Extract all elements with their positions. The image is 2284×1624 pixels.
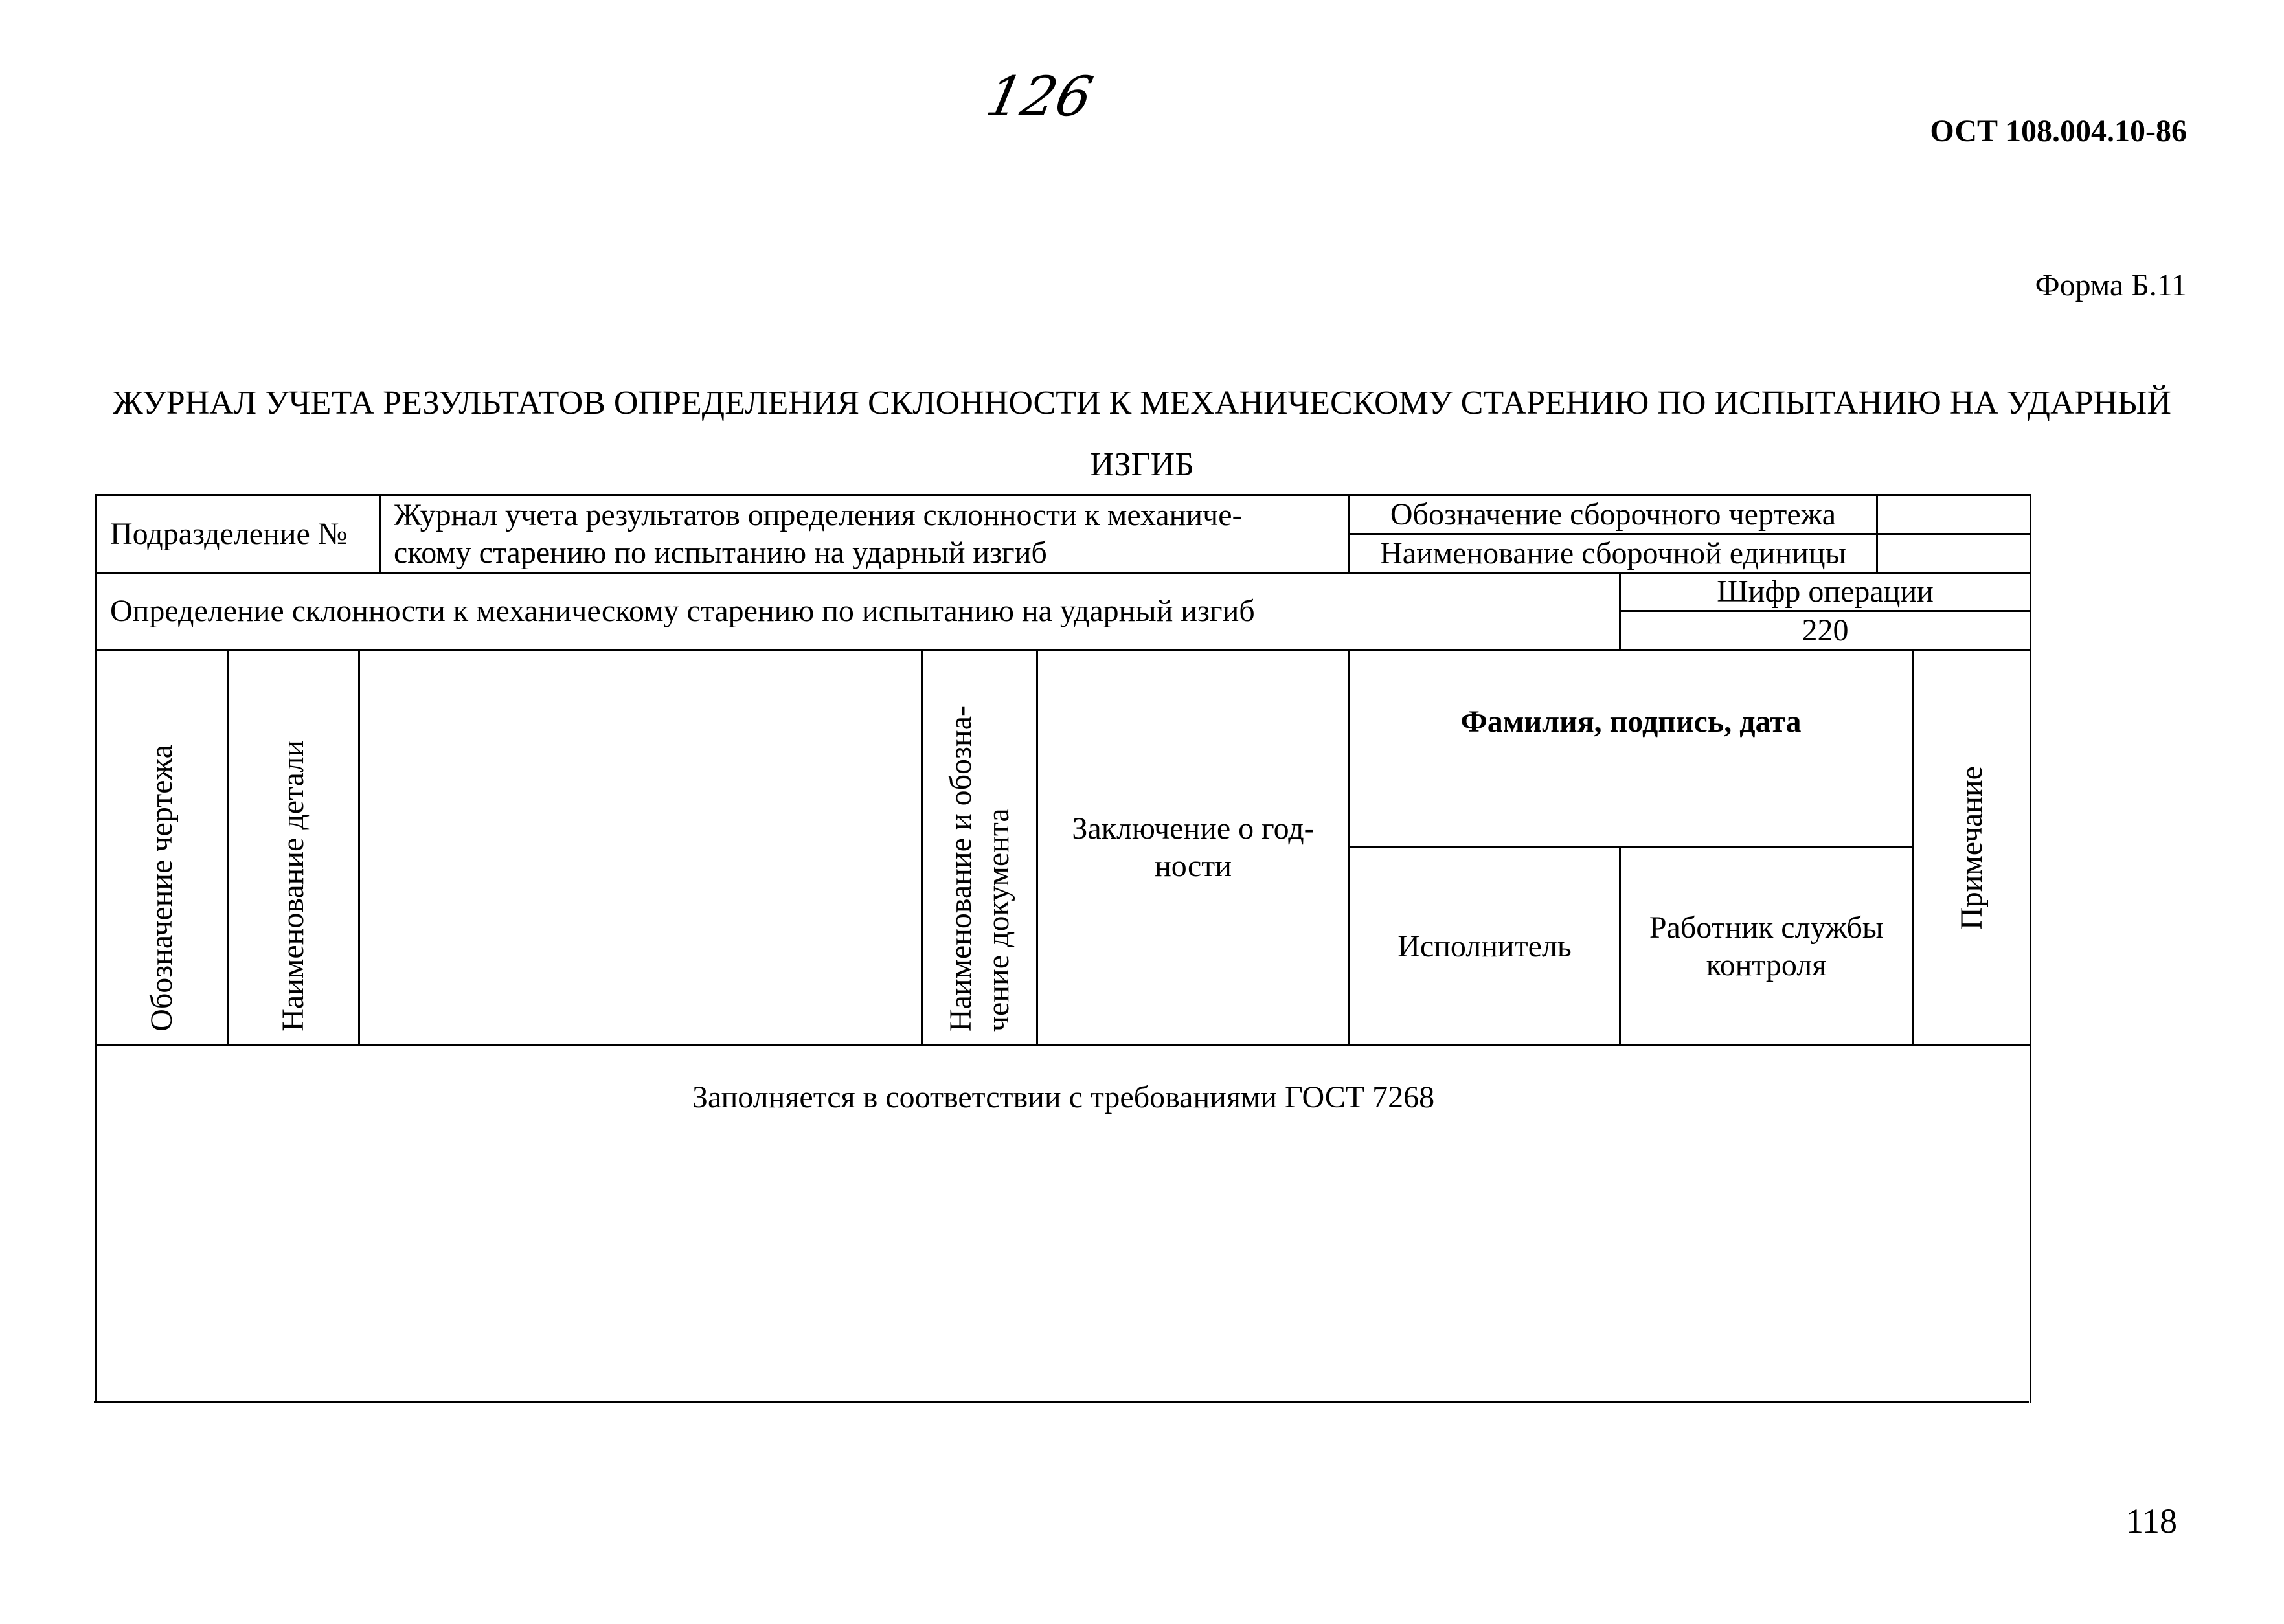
page-number: 118 — [2126, 1502, 2177, 1540]
column-note — [1914, 651, 2030, 1044]
column-executor: Исполнитель — [1397, 929, 1572, 964]
column-inspector: Работник службы контроля — [1649, 910, 1884, 982]
column-document-label — [942, 706, 1017, 1032]
operation-description: Определение склонности к механическому старению по испытанию на ударный изгиб — [110, 594, 1255, 628]
journal-description — [381, 496, 1348, 572]
operation-code-label: Шифр операции — [1717, 574, 1934, 609]
journal-description-line-1: Журнал учета результатов определения склонности к механиче- — [394, 497, 1243, 532]
operation-code-value: 220 — [1802, 613, 1849, 648]
form-label: Форма Б.11 — [2035, 268, 2187, 302]
column-conclusion: Заключение о год-ности — [1072, 811, 1315, 883]
column-document — [923, 651, 1036, 1044]
column-document-line-2: чение документа — [980, 808, 1015, 1032]
column-signature-group: Фамилия, подпись, дата — [1460, 705, 1802, 739]
column-part-name-label: Наименование детали — [276, 740, 310, 1032]
column-blank — [360, 651, 921, 1044]
body-instruction: Заполняется в соответствии с требованиями ГОСТ 7268 — [692, 1080, 1435, 1114]
column-document-line-1: Наименование и обозна- — [943, 705, 978, 1032]
document-code: ОСТ 108.004.10-86 — [1930, 114, 2187, 148]
column-note-label: Примечание — [1954, 765, 1989, 930]
assembly-unit-value[interactable] — [1878, 535, 2030, 572]
assembly-drawing-label: Обозначение сборочного чертежа — [1390, 497, 1837, 532]
column-part-name — [229, 651, 358, 1044]
journal-description-line-2: скому старению по испытанию на ударный изгиб — [394, 535, 1047, 570]
assembly-drawing-value[interactable] — [1878, 496, 2030, 533]
column-drawing-designation — [97, 651, 227, 1044]
page-title: ЖУРНАЛ УЧЕТА РЕЗУЛЬТАТОВ ОПРЕДЕЛЕНИЯ СКЛОННОСТИ К МЕХАНИЧЕСКОМУ СТАРЕНИЮ ПО ИСПЫТАНИЮ НА УДАРНЫЙ ИЗГИБ — [113, 385, 2171, 483]
division-label: Подразделение № — [110, 516, 348, 551]
assembly-unit-label: Наименование сборочной единицы — [1380, 536, 1846, 570]
column-drawing-designation-label: Обозначение чертежа — [144, 745, 179, 1032]
handwritten-page-mark: 126 — [980, 65, 1098, 128]
